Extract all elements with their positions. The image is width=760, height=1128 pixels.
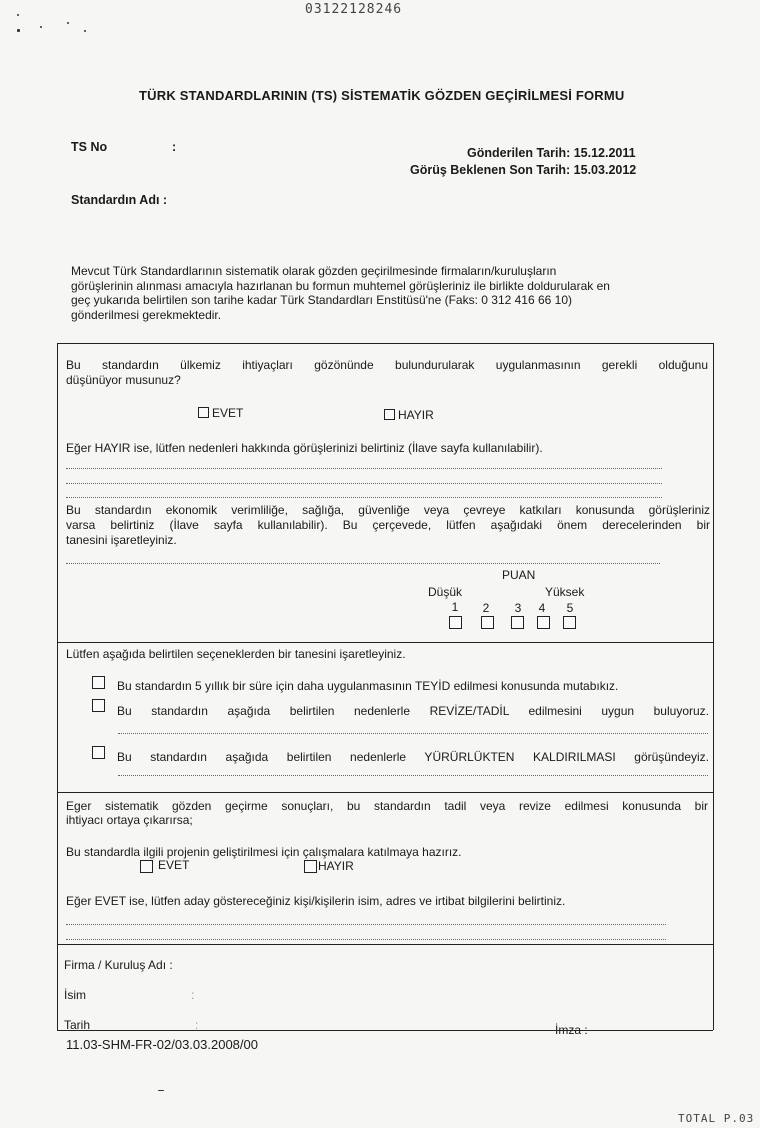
participation-yes-checkbox[interactable] (140, 860, 153, 873)
date-colon: : (195, 1018, 199, 1032)
participation-question: Bu standardla ilgili projenin geliştirilmesi için çalışmalara katılmaya hazırız. (66, 845, 462, 859)
answer-line[interactable] (66, 563, 660, 564)
intro-line: görüşlerinin alınması amacıyla hazırlanan bu formun muhtemel görüşleriniz ile birlikte doldurularak en (71, 278, 610, 293)
score-4-checkbox[interactable] (537, 616, 550, 629)
score-number: 5 (566, 601, 574, 615)
score-low-label: Düşük (428, 585, 463, 599)
answer-line[interactable] (118, 775, 708, 776)
necessity-yes-label: EVET (212, 406, 244, 420)
scan-speck (158, 1090, 164, 1091)
necessity-question-line1: Bu standardın ülkemiz ihtiyaçları gözönünde bulundurularak uygulanmasının gerekli olduğunu (66, 358, 708, 372)
scan-speck (17, 14, 19, 16)
withdraw-option-label: Bu standardın aşağıda belirtilen nedenlerle YÜRÜRLÜKTEN KALDIRILMASI görüşündeyiz. (117, 750, 709, 764)
answer-line[interactable] (66, 468, 662, 469)
score-number: 2 (482, 601, 490, 615)
score-title: PUAN (502, 568, 536, 582)
scan-speck (67, 22, 69, 24)
contact-instruction: Eğer EVET ise, lütfen aday göstereceğiniz kişi/kişilerin isim, adres ve irtibat bilgilerini belirtiniz. (66, 894, 566, 908)
score-5-checkbox[interactable] (563, 616, 576, 629)
ts-no-label: TS No (71, 140, 108, 154)
score-high-label: Yüksek (545, 585, 585, 599)
economic-question-line3: tanesini işaretleyiniz. (66, 533, 177, 547)
scan-speck (17, 29, 20, 32)
scan-speck (40, 26, 42, 28)
revision-need-line1: Eger sistematik gözden geçirme sonuçları, bu standardın tadil veya revize edilmesi konusunda bir (66, 799, 708, 813)
necessity-no-label: HAYIR (398, 408, 434, 422)
revision-need-line2: ihtiyacı ortaya çıkarırsa; (66, 813, 193, 827)
revise-option-checkbox[interactable] (92, 699, 105, 712)
answer-line[interactable] (118, 733, 708, 734)
form-border-right (713, 343, 714, 1030)
participation-no-label: HAYIR (318, 859, 354, 873)
section-divider (57, 642, 713, 643)
intro-line: Mevcut Türk Standardlarının sistematik olarak gözden geçirilmesinde firmaların/kuruluşların (71, 264, 557, 278)
name-colon: : (191, 988, 195, 1002)
answer-line[interactable] (66, 483, 662, 484)
company-name-label: Firma / Kuruluş Adı : (64, 958, 173, 972)
form-code: 11.03-SHM-FR-02/03.03.2008/00 (66, 1037, 258, 1052)
economic-question-line1: Bu standardın ekonomik verimliliğe, sağlığa, güvenliğe veya çevreye katkıları konusunda görüşleriniz (66, 503, 710, 517)
score-number: 1 (451, 600, 459, 614)
sent-date: Gönderilen Tarih: 15.12.2011 (467, 146, 636, 160)
score-number: 4 (538, 601, 546, 615)
intro-line: gönderilmesi gerekmektedir. (71, 307, 222, 322)
confirm-option-label: Bu standardın 5 yıllık bir süre için daha uygulanmasının TEYİD edilmesi konusunda mutabıkız. (117, 679, 619, 693)
form-border-left (57, 343, 58, 1030)
response-deadline: Görüş Beklenen Son Tarih: 15.03.2012 (410, 163, 637, 177)
if-no-instruction: Eğer HAYIR ise, lütfen nedenleri hakkında görüşlerinizi belirtiniz (İlave sayfa kullanılabilir). (66, 441, 543, 455)
necessity-yes-checkbox[interactable] (198, 407, 209, 418)
answer-line[interactable] (66, 924, 666, 925)
form-border-top (57, 343, 713, 344)
intro-line: geç yukarıda belirtilen son tarihe kadar Türk Standardları Enstitüsü'ne (Faks: 0 312 416 66 10) (71, 293, 573, 307)
score-3-checkbox[interactable] (511, 616, 524, 629)
signature-label: İmza : (555, 1023, 588, 1037)
participation-no-checkbox[interactable] (304, 860, 317, 873)
ts-no-colon: : (172, 140, 177, 154)
fax-header-number: 03122128246 (305, 2, 403, 17)
withdraw-option-checkbox[interactable] (92, 746, 105, 759)
score-1-checkbox[interactable] (449, 616, 462, 629)
necessity-no-checkbox[interactable] (384, 409, 395, 420)
options-instruction: Lütfen aşağıda belirtilen seçeneklerden bir tanesini işaretleyiniz. (66, 647, 406, 661)
section-divider (57, 944, 713, 945)
form-title: TÜRK STANDARDLARININ (TS) SİSTEMATİK GÖZDEN GEÇİRİLMESİ FORMU (139, 88, 625, 103)
answer-line[interactable] (66, 939, 666, 940)
scan-speck (84, 30, 86, 32)
participation-yes-label: EVET (158, 858, 190, 872)
answer-line[interactable] (66, 497, 662, 498)
revise-option-label: Bu standardın aşağıda belirtilen nedenlerle REVİZE/TADİL edilmesini uygun buluyoruz. (117, 704, 709, 718)
necessity-question-line2: düşünüyor musunuz? (66, 373, 181, 387)
score-2-checkbox[interactable] (481, 616, 494, 629)
name-label: İsim (64, 988, 86, 1002)
confirm-option-checkbox[interactable] (92, 676, 105, 689)
date-label: Tarih (64, 1018, 91, 1032)
section-divider (57, 792, 713, 793)
form-border-bottom (57, 1030, 713, 1031)
fax-total-pages: TOTAL P.03 (678, 1112, 755, 1125)
economic-question-line2: varsa belirtiniz (İlave sayfa kullanılabilir). Bu çerçevede, lütfen aşağıdaki önem derecelerinden bir (66, 518, 710, 532)
score-number: 3 (514, 601, 522, 615)
standard-name-label: Standardın Adı : (71, 193, 168, 207)
intro-paragraph (71, 264, 701, 322)
